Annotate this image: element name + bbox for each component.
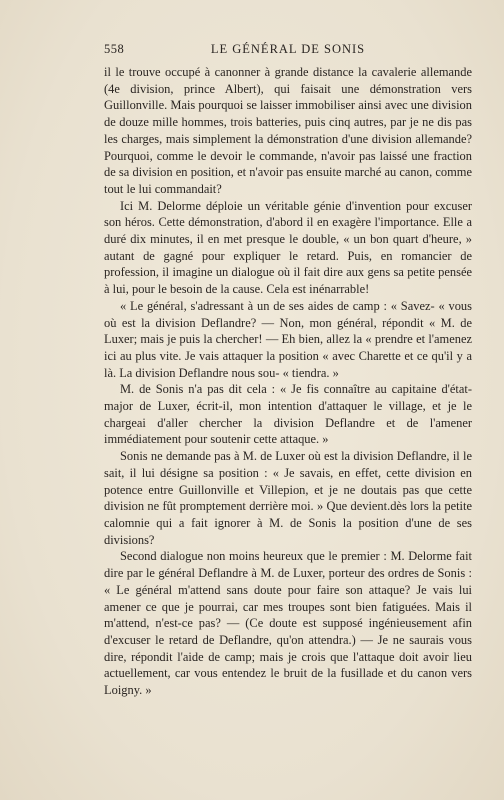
paragraph: M. de Sonis n'a pas dit cela : « Je fis connaître au capitaine d'état-major de Luxer, écrit-il, mon intention d'attaquer le village, et je le chargeai d'aller chercher la division Deflandre et de l'amener immédiatement pour soutenir cette attaque. » (104, 382, 472, 447)
paragraph: Second dialogue non moins heureux que le premier : M. Delorme fait dire par le général Deflandre à M. de Luxer, porteur des ordres de Sonis : « Le général m'attend sans doute pour faire son attaque? Je vais lui amener ce que je pourrai, car mes troupes sont bien fatiguées. Mais il m'attend, n'est-ce pas? — (Ce doute est supposé ingénieusement afin d'excuser le retard de Deflandre, qu'on attendra.) — Je ne saurais vous dire, répondit l'aide de camp; mais je crois que l'attaque doit avoir lieu actuellement, car vous entendez le bruit de la fusillade et du canon vers Loigny. » (104, 549, 472, 698)
paragraph: Ici M. Delorme déploie un véritable génie d'invention pour excuser son héros. Cette démonstration, d'abord il en exagère l'importance. Elle a duré dix minutes, il en met presque le double, « un bon quart d'heure, » autant de gagné pour expliquer le retard. Puis, en romancier de profession, il imagine un dialogue où il fait dire aux gens sa petite pensée à lui, pour le besoin de la cause. Cela est inénarrable! (104, 198, 472, 297)
page-body (104, 64, 472, 699)
paragraph: il le trouve occupé à canonner à grande distance la cavalerie allemande (4e division, prince Albert), qui faisait une démonstration vers Guillonville. Mais pourquoi se laisser immobiliser ainsi avec une division de douze mille hommes, trois batteries, puis cinq autres, par je ne dis pas les charges, mais simplement la démonstration d'une division allemande? Pourquoi, comme le devoir le commande, n'avoir pas laissé une fraction de sa division en position, et n'avoir pas ensuite marché au canon, comme tout le lui commandait? (104, 65, 472, 196)
paragraph: « Le général, s'adressant à un de ses aides de camp : « Savez- « vous où est la division Deflandre? — Non, mon général, répondit « M. de Luxer; mais je puis la chercher! — Eh bien, allez la « prendre et l'amenez ici au plus vite. Je vais attaquer la position « avec Charette et ce qu'il y a là. La division Deflandre nous sou- « tiendra. » (104, 298, 472, 380)
paragraph: Sonis ne demande pas à M. de Luxer où est la division Deflandre, il le sait, il lui désigne sa position : « Je savais, en effet, cette division en potence entre Guillonville et Villepion, et je ne doutais pas que cette division ne fût promptement derrière moi. » Que devient.dès lors la petite calomnie qui a fait ignorer à M. de Sonis la position d'une de ses divisions? (104, 449, 472, 547)
page-number: 558 (104, 42, 125, 56)
running-head: LE GÉNÉRAL DE SONIS (210, 42, 366, 56)
